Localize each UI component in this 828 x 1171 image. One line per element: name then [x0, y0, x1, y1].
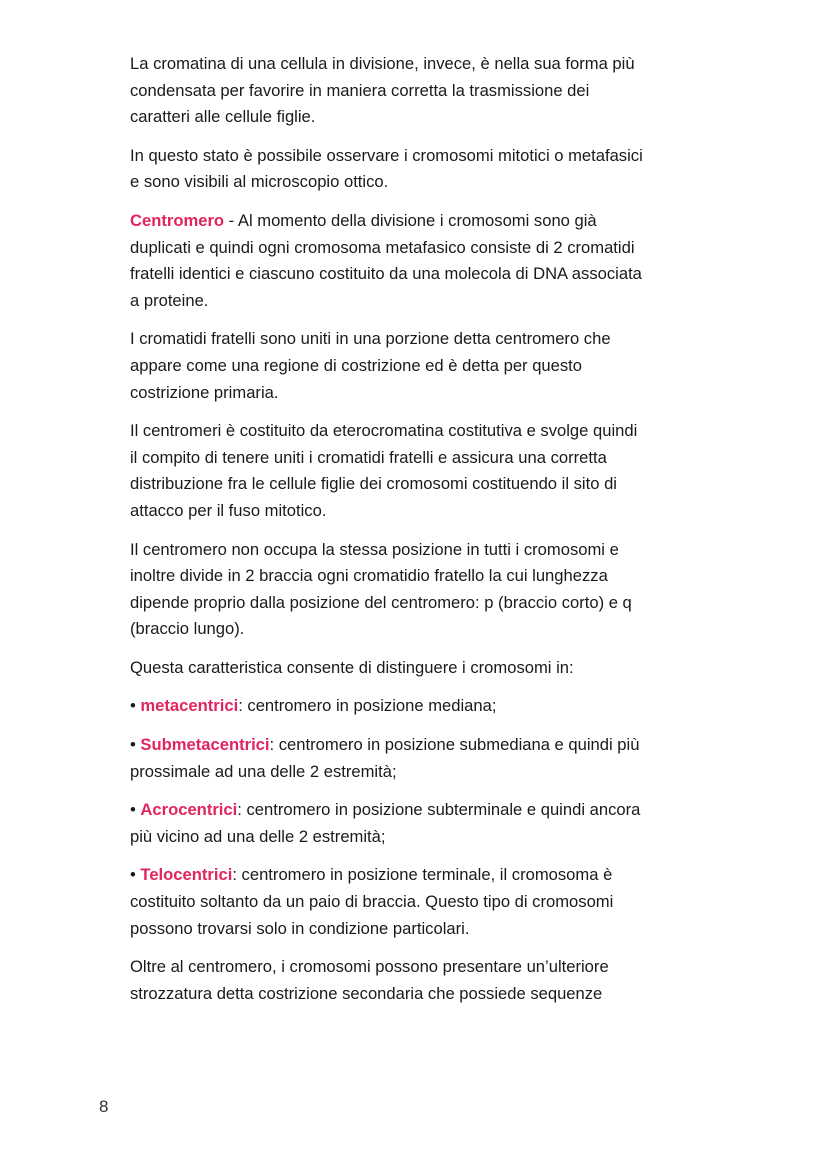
- line-text: fratelli identici e ciascuno costituito da una molecola di DNA associata: [130, 264, 642, 284]
- text-line: [130, 759, 770, 786]
- bullet-marker: •: [130, 735, 141, 755]
- line-text: Il centromero non occupa la stessa posizione in tutti i cromosomi e: [130, 539, 619, 559]
- line-text: prossimale ad una delle 2 estremità;: [130, 761, 397, 781]
- highlighted-term: Centromero: [130, 210, 225, 230]
- text-line: [130, 498, 770, 525]
- bullet-marker: •: [130, 696, 141, 716]
- highlighted-term: metacentrici: [140, 696, 239, 716]
- bullet-marker: •: [130, 865, 141, 885]
- line-text: costituito soltanto da un paio di braccia. Questo tipo di cromosomi: [130, 892, 614, 912]
- line-text: strozzatura detta costrizione secondaria che possiede sequenze: [130, 983, 603, 1003]
- line-text: duplicati e quindi ogni cromosoma metafasico consiste di 2 cromatidi: [130, 237, 635, 257]
- line-text: (braccio lungo).: [130, 619, 245, 639]
- line-text: condensata per favorire in maniera corretta la trasmissione dei: [130, 80, 590, 100]
- line-text: caratteri alle cellule figlie.: [130, 107, 316, 127]
- page-number: 8: [99, 1097, 109, 1116]
- line-text: : centromero in posizione mediana;: [238, 696, 497, 716]
- line-text: : centromero in posizione terminale, il cromosoma è: [232, 865, 613, 885]
- paragraph: [130, 954, 770, 1007]
- text-line: [130, 916, 770, 943]
- text-line: [130, 693, 770, 720]
- text-line: [130, 889, 770, 916]
- highlighted-term: Submetacentrici: [140, 735, 270, 755]
- text-line: [130, 353, 770, 380]
- text-line: [130, 235, 770, 262]
- highlighted-term: Telocentrici: [140, 865, 233, 885]
- text-line: [130, 380, 770, 407]
- line-text: costrizione primaria.: [130, 382, 279, 402]
- text-line: [130, 824, 770, 851]
- text-line: [130, 78, 770, 105]
- text-line: [130, 169, 770, 196]
- line-text: I cromatidi fratelli sono uniti in una porzione detta centromero che: [130, 329, 611, 349]
- text-line: [130, 732, 770, 759]
- line-text: a proteine.: [130, 290, 209, 310]
- paragraph: [130, 208, 770, 314]
- highlighted-term: Acrocentrici: [140, 800, 238, 820]
- text-line: [130, 471, 770, 498]
- line-text: distribuzione fra le cellule figlie dei cromosomi costituendo il sito di: [130, 474, 617, 494]
- bullet-item: [130, 862, 770, 942]
- text-line: [130, 326, 770, 353]
- paragraph: [130, 418, 770, 524]
- text-line: [130, 261, 770, 288]
- document-body: [130, 51, 770, 1019]
- text-line: [130, 862, 770, 889]
- text-line: [130, 537, 770, 564]
- line-text: : centromero in posizione subterminale e quindi ancora: [237, 800, 641, 820]
- text-line: [130, 208, 770, 235]
- line-text: appare come una regione di costrizione ed è detta per questo: [130, 355, 583, 375]
- text-line: [130, 445, 770, 472]
- line-text: il compito di tenere uniti i cromatidi fratelli e assicura una corretta: [130, 447, 607, 467]
- text-line: [130, 954, 770, 981]
- text-line: [130, 51, 770, 78]
- bullet-item: [130, 797, 770, 850]
- text-line: [130, 797, 770, 824]
- text-line: [130, 288, 770, 315]
- paragraph: [130, 326, 770, 406]
- line-text: La cromatina di una cellula in divisione, invece, è nella sua forma più: [130, 54, 635, 73]
- text-line: [130, 655, 770, 682]
- line-text: Il centromeri è costituito da eterocromatina costitutiva e svolge quindi: [130, 421, 638, 441]
- text-line: [130, 104, 770, 131]
- bullet-item: [130, 693, 770, 720]
- paragraph: [130, 655, 770, 682]
- paragraph: [130, 537, 770, 643]
- bullet-marker: •: [130, 800, 141, 820]
- text-line: [130, 563, 770, 590]
- paragraph: [130, 51, 770, 131]
- text-line: [130, 616, 770, 643]
- line-text: e sono visibili al microscopio ottico.: [130, 172, 389, 192]
- text-line: [130, 590, 770, 617]
- line-text: possono trovarsi solo in condizione particolari.: [130, 918, 470, 938]
- line-text: Questa caratteristica consente di distinguere i cromosomi in:: [130, 657, 574, 677]
- line-text: In questo stato è possibile osservare i cromosomi mitotici o metafasici: [130, 145, 643, 165]
- line-text: inoltre divide in 2 braccia ogni cromatidio fratello la cui lunghezza: [130, 566, 608, 586]
- line-text: - Al momento della divisione i cromosomi sono già: [224, 210, 597, 230]
- text-line: [130, 418, 770, 445]
- text-line: [130, 143, 770, 170]
- line-text: Oltre al centromero, i cromosomi possono presentare un’ulteriore: [130, 957, 609, 977]
- paragraph: [130, 143, 770, 196]
- line-text: dipende proprio dalla posizione del centromero: p (braccio corto) e q: [130, 592, 632, 612]
- line-text: attacco per il fuso mitotico.: [130, 500, 327, 520]
- line-text: più vicino ad una delle 2 estremità;: [130, 826, 386, 846]
- text-line: [130, 981, 770, 1008]
- line-text: : centromero in posizione submediana e quindi più: [269, 735, 640, 755]
- bullet-item: [130, 732, 770, 785]
